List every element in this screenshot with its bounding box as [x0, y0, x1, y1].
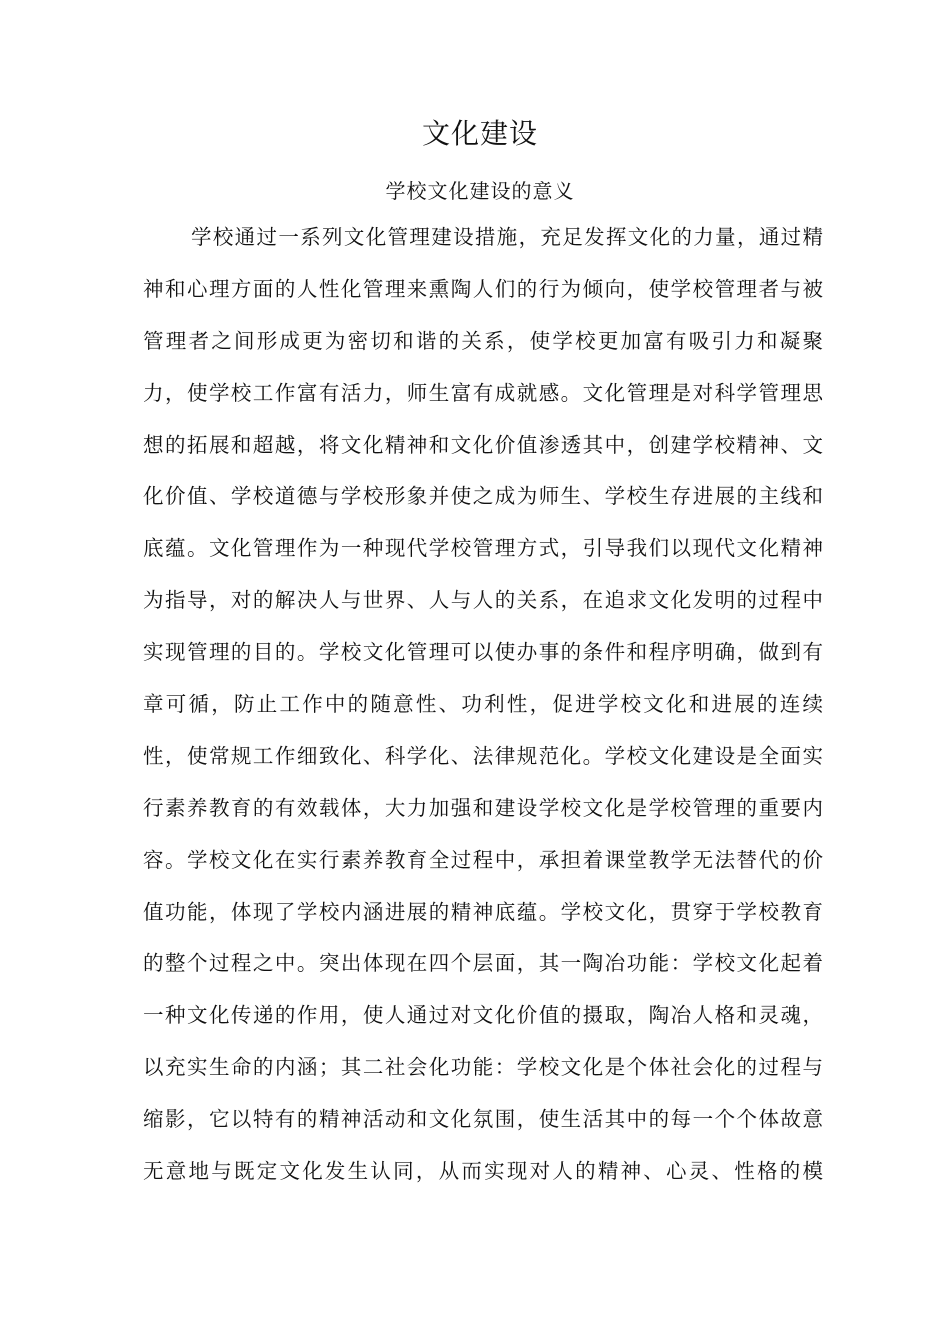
paragraph-line: 力，使学校工作富有活力，师生富有成就感。文化管理是对科学管理思: [143, 380, 823, 405]
document-title: 文化建设: [421, 117, 538, 150]
paragraph-line: 化价值、学校道德与学校形象并使之成为师生、学校生存进展的主线和: [143, 484, 823, 509]
paragraph-line: 神和心理方面的人性化管理来熏陶人们的行为倾向，使学校管理者与被: [143, 276, 823, 301]
paragraph-line: 学校通过一系列文化管理建设措施，充足发挥文化的力量，通过精: [191, 225, 823, 249]
paragraph-line: 性，使常规工作细致化、科学化、法律规范化。学校文化建设是全面实: [143, 743, 823, 768]
paragraph-line: 想的拓展和超越，将文化精神和文化价值渗透其中，创建学校精神、文: [143, 432, 823, 457]
body-paragraph: [143, 212, 823, 1198]
section-heading: 学校文化建设的意义: [385, 179, 575, 203]
paragraph-line: 一种文化传递的作用，使人通过对文化价值的摄取，陶冶人格和灵魂，: [143, 1003, 823, 1028]
paragraph-line: 管理者之间形成更为密切和谐的关系，使学校更加富有吸引力和凝聚: [143, 328, 823, 353]
paragraph-line: 底蕴。文化管理作为一种现代学校管理方式，引导我们以现代文化精神: [143, 536, 823, 561]
paragraph-line: 为指导，对的解决人与世界、人与人的关系，在追求文化发明的过程中: [143, 588, 823, 613]
paragraph-line: 缩影，它以特有的精神活动和文化氛围，使生活其中的每一个个体故意: [143, 1107, 823, 1132]
paragraph-line: 实现管理的目的。学校文化管理可以使办事的条件和程序明确，做到有: [143, 640, 823, 665]
paragraph-line: 的整个过程之中。突出体现在四个层面，其一陶冶功能：学校文化起着: [143, 951, 823, 976]
paragraph-line: 行素养教育的有效载体，大力加强和建设学校文化是学校管理的重要内: [143, 795, 823, 820]
paragraph-line: 容。学校文化在实行素养教育全过程中，承担着课堂教学无法替代的价: [143, 847, 823, 872]
paragraph-line: 无意地与既定文化发生认同，从而实现对人的精神、心灵、性格的模: [143, 1159, 823, 1184]
paragraph-line: 值功能，体现了学校内涵进展的精神底蕴。学校文化，贯穿于学校教育: [143, 899, 823, 924]
paragraph-line: 以充实生命的内涵；其二社会化功能：学校文化是个体社会化的过程与: [143, 1055, 823, 1080]
paragraph-line: 章可循，防止工作中的随意性、功利性，促进学校文化和进展的连续: [143, 692, 823, 717]
